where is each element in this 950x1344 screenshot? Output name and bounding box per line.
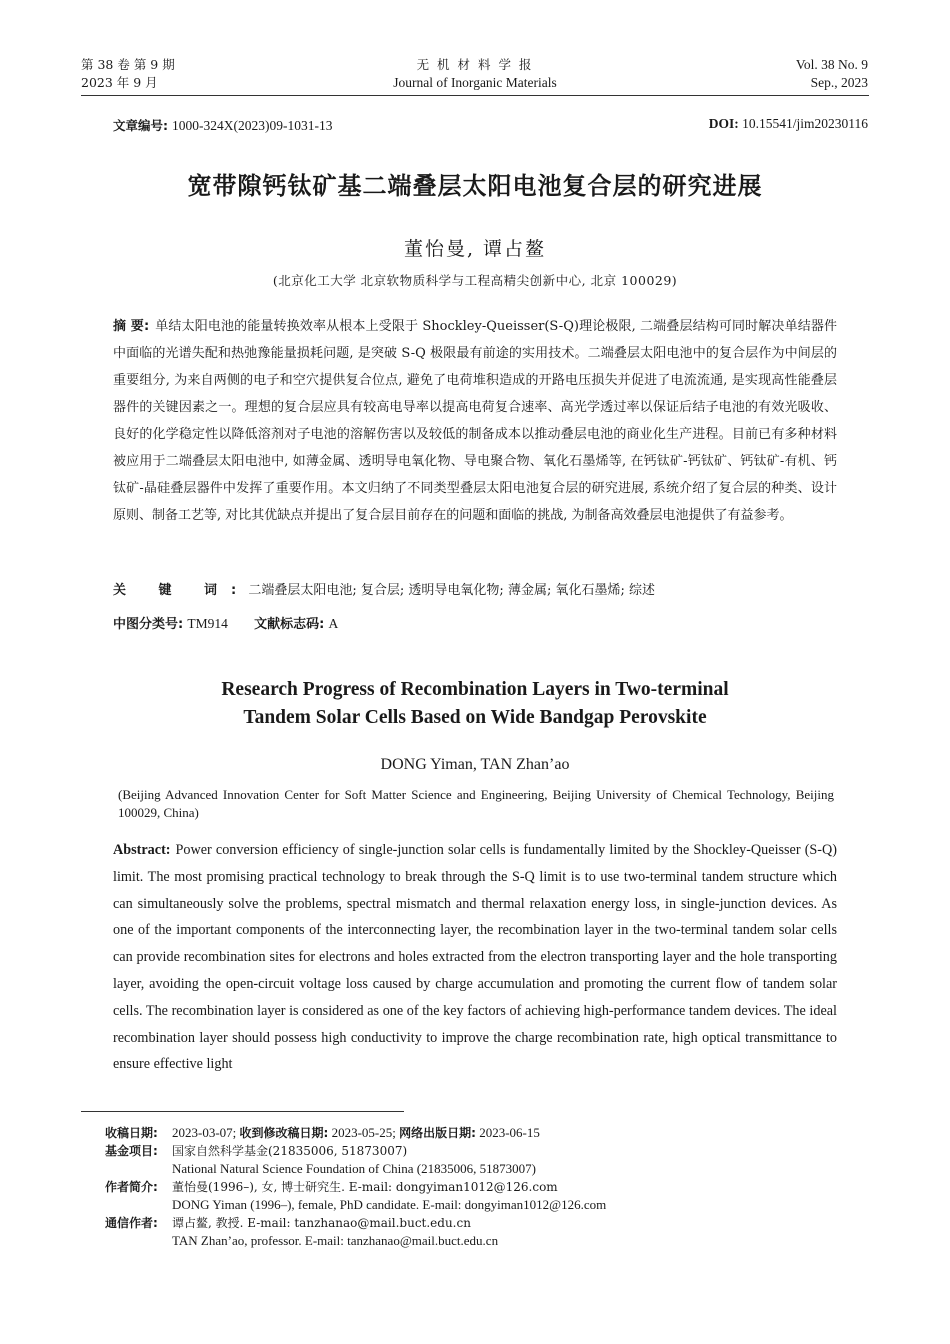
paper-title-cn: 宽带隙钙钛矿基二端叠层太阳电池复合层的研究进展 [187, 172, 763, 200]
classification [113, 613, 338, 632]
author-label: 作者简介: [105, 1180, 158, 1194]
doc-code-label: 文献标志码: [254, 617, 325, 632]
abstract-cn-label: 摘 要: [113, 319, 150, 334]
fund-label: 基金项目: [105, 1144, 158, 1158]
author-row [105, 1178, 865, 1196]
issue-date-cn: 2023 年 9 月 [81, 75, 158, 90]
dates-values [172, 1124, 865, 1142]
keywords-cn [113, 579, 655, 598]
online-label: 网络出版日期: [399, 1126, 476, 1140]
corr-en: TAN Zhan’ao, professor. E-mail: tanzhanao@mail.buct.edu.cn [172, 1233, 499, 1248]
keywords-cn-text: 二端叠层太阳电池; 复合层; 透明导电氧化物; 薄金属; 氧化石墨烯; 综述 [248, 583, 655, 598]
corr-cn: 谭占鳌, 教授. E-mail: tanzhanao@mail.buct.edu.cn [172, 1216, 471, 1230]
paper-title-en-line1: Research Progress of Recombination Layers in Two-terminal [221, 679, 729, 700]
article-number-label: 文章编号: [113, 118, 168, 133]
paper-title-en [0, 676, 950, 732]
paper-title-en-line2: Tandem Solar Cells Based on Wide Bandgap Perovskite [243, 707, 707, 728]
revised-date: 2023-05-25; [331, 1125, 396, 1140]
author-cn: 董怡曼(1996–), 女, 博士研究生. E-mail: dongyiman1012@126.com [172, 1180, 558, 1194]
corr-label: 通信作者: [105, 1216, 158, 1230]
author-en: DONG Yiman (1996–), female, PhD candidate. E-mail: dongyiman1012@126.com [172, 1197, 607, 1212]
fund-en-row [105, 1160, 865, 1178]
received-label: 收稿日期: [105, 1126, 158, 1140]
corr-en-row [105, 1232, 865, 1250]
authors-cn: 董怡曼, 谭占鳌 [403, 238, 547, 260]
online-date: 2023-06-15 [479, 1125, 540, 1140]
keywords-cn-label: 关 键 词: [113, 583, 251, 598]
dates-row [105, 1124, 865, 1142]
revised-label: 收到修改稿日期: [239, 1126, 329, 1140]
article-number-value: 1000-324X(2023)09-1031-13 [171, 118, 333, 133]
abstract-cn [113, 313, 837, 529]
volume-issue: 第 38 卷 第 9 期 [81, 57, 175, 72]
abstract-en [113, 837, 837, 1078]
journal-issue-en [796, 56, 868, 92]
journal-name-en: Journal of Inorganic Materials [393, 75, 557, 90]
abstract-en-text: Power conversion efficiency of single-junction solar cells is fundamentally limited by the Shockley-Queisser (S-Q) limit. The most promising practical technology to break through the S-Q limit is to use two-terminal tandem structure which can simultaneously solve the problems, spectral mismatch and thermal relaxation energy loss, in single-junction devices. As one of the important components of the interconnecting layer, the recombination layer in the two-terminal tandem solar cells can provide recombination sites for electrons and holes extracted from the electron transporting layer and the hole transporting layer, avoiding the open-circuit voltage loss caused by charge accumulation and promoting the current flow of tandem solar cells. The recombination layer is considered as one of the key factors of achieving high-performance tandem devices. The ideal recombination layer should possess high conductivity to improve the charge recombination rate, high optical transmittance to ensure effective light [113, 842, 837, 1073]
affiliation-cn: (北京化工大学 北京软物质科学与工程高精尖创新中心, 北京 100029) [272, 273, 678, 288]
doc-code-value: A [328, 616, 339, 631]
doi-label: DOI: [708, 116, 739, 131]
doi [709, 116, 868, 132]
fund-row [105, 1142, 865, 1160]
affiliation-en: (Beijing Advanced Innovation Center for Soft Matter Science and Engineering, Beijing University of Chemical Technology, Beijing 100029, China) [118, 787, 834, 820]
volume-issue-en: Vol. 38 No. 9 [795, 57, 868, 72]
authors-en: DONG Yiman, TAN Zhan’ao [380, 756, 570, 773]
doi-value: 10.15541/jim20230116 [742, 116, 868, 131]
header-rule [81, 95, 869, 96]
received-date: 2023-03-07; [172, 1125, 237, 1140]
footnotes [105, 1124, 865, 1250]
article-number [113, 116, 332, 134]
abstract-cn-text: 单结太阳电池的能量转换效率从根本上受限于 Shockley-Queisser(S-Q)理论极限, 二端叠层结构可同时解决单结器件中面临的光谱失配和热弛豫能量损耗问题, 是突破 S-Q 极限最有前途的实用技术。二端叠层太阳电池中的复合层作为中间层的重要组分, 为来自两侧的电子和空穴提供复合位点, 避免了电荷堆积造成的开路电压损失并促进了电流流通, 是实现高性能叠层器件的关键因素之一。理想的复合层应具有较高电导率以提高电荷复合速率、高光学透过率以保证后结子电池的有效光吸收、良好的化学稳定性以降低溶剂对子电池的溶解伤害以及较低的制备成本以推动叠层电池的商业化生产进程。目前已有多种材料被应用于二端叠层太阳电池中, 如薄金属、透明导电氧化物、导电聚合物、氧化石墨烯等, 在钙钛矿-钙钛矿、钙钛矿-有机、钙钛矿-晶硅叠层器件中发挥了重要作用。本文归纳了不同类型叠层太阳电池复合层的研究进展, 系统介绍了复合层的种类、设计原则、制备工艺等, 对比其优缺点并提出了复合层目前存在的问题和面临的挑战, 为制备高效叠层电池提供了有益参考。 [113, 319, 837, 523]
class-value: TM914 [187, 616, 228, 631]
footnote-rule [81, 1111, 404, 1112]
author-en-row [105, 1196, 865, 1214]
issue-date-en: Sep., 2023 [810, 75, 868, 90]
abstract-en-label: Abstract: [113, 842, 171, 858]
fund-en: National Natural Science Foundation of China (21835006, 51873007) [172, 1161, 536, 1176]
corr-row [105, 1214, 865, 1232]
journal-name-cn: 无 机 材 料 学 报 [416, 57, 534, 72]
class-label: 中图分类号: [113, 617, 184, 632]
fund-cn: 国家自然科学基金(21835006, 51873007) [172, 1144, 408, 1158]
